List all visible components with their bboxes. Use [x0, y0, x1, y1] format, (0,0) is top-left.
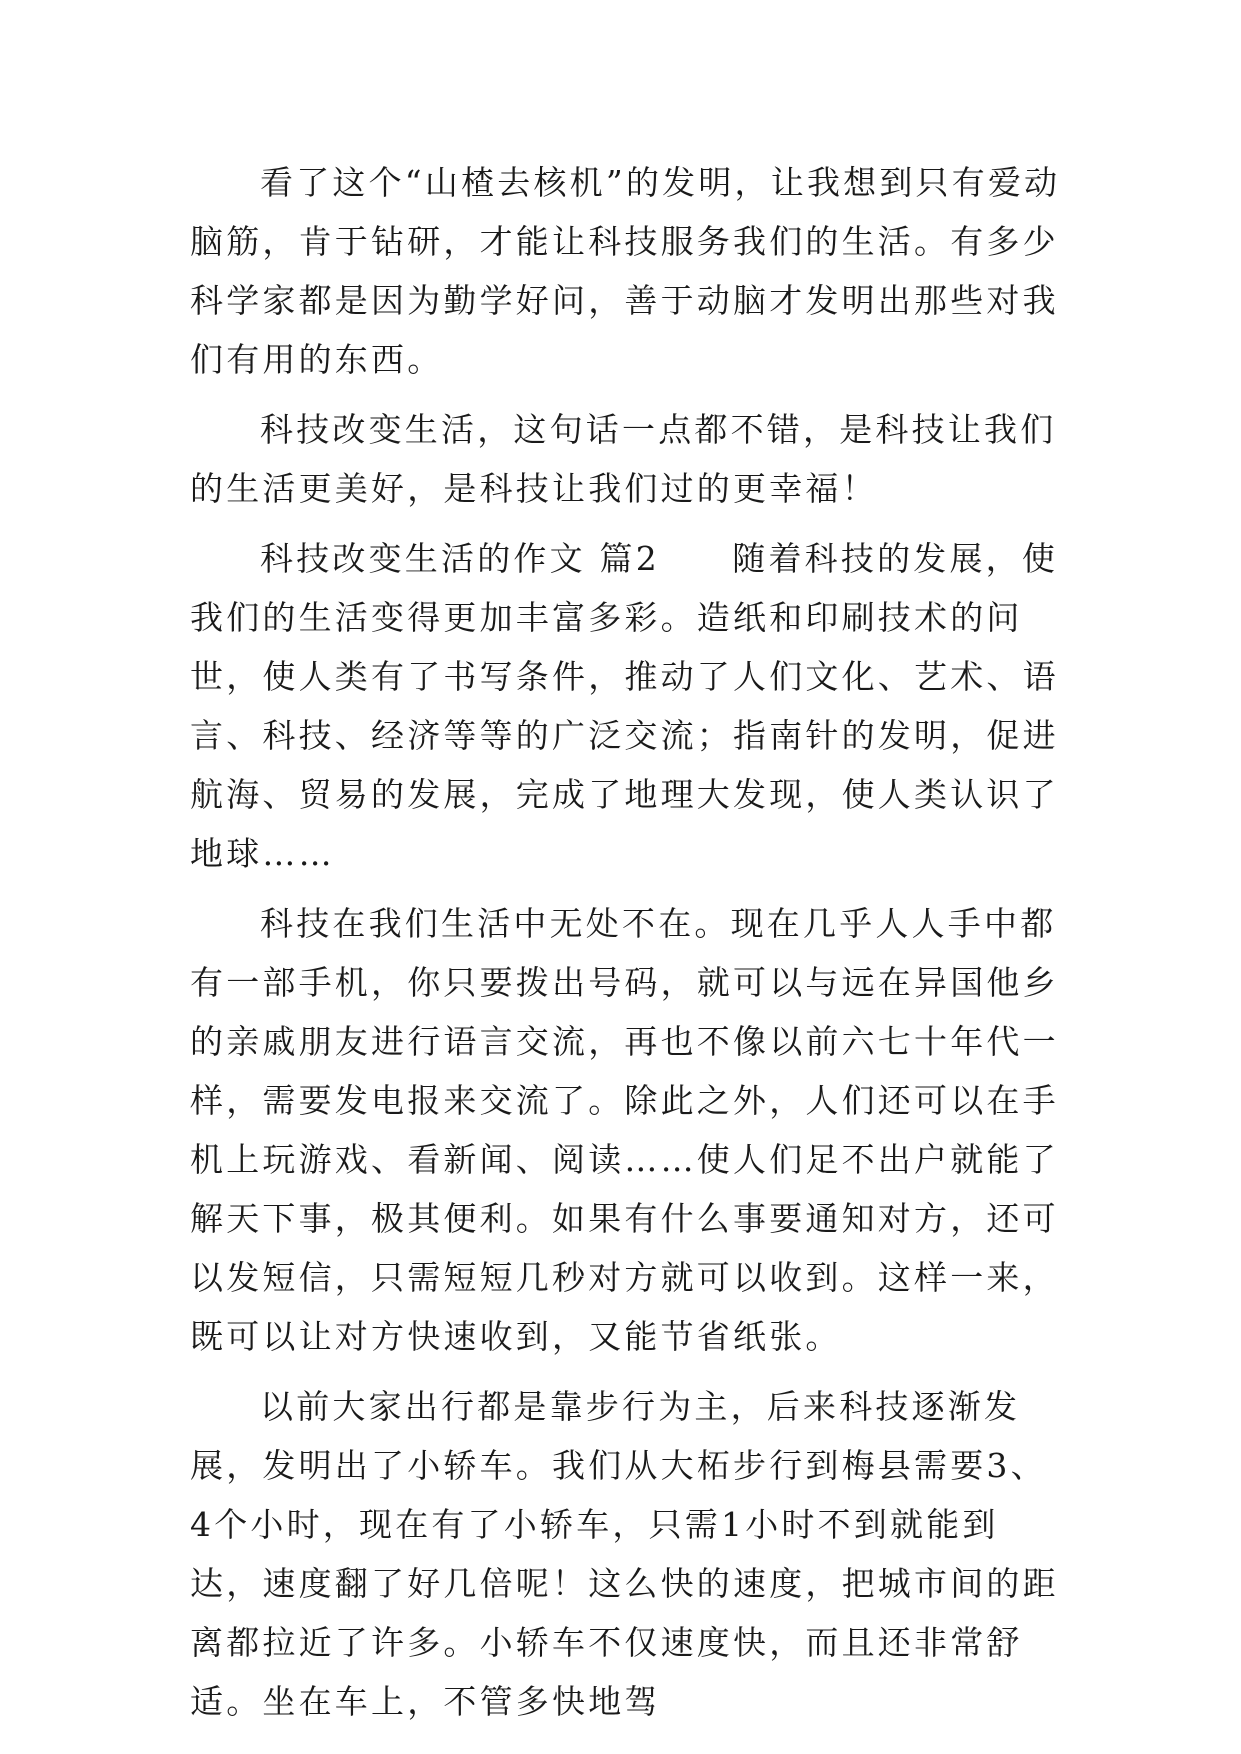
paragraph-2: 科技改变生活，这句话一点都不错，是科技让我们的生活更美好，是科技让我们过的更幸福！	[190, 410, 1057, 508]
paragraph-5: 以前大家出行都是靠步行为主，后来科技逐渐发展，发明出了小轿车。我们从大柘步行到梅县需要3、4个小时，现在有了小轿车，只需1小时不到就能到达，速度翻了好几倍呢！这么快的速度，把城市间的距离都拉近了许多。小轿车不仅速度快，而且还非常舒适。坐在车上，不管多快地驾	[190, 1387, 1059, 1721]
document-body	[190, 153, 1070, 1742]
paragraph-1: 看了这个“山楂去核机”的发明，让我想到只有爱动脑筋，肯于钻研，才能让科技服务我们的生活。有多少科学家都是因为勤学好问，善于动脑才发明出那些对我们有用的东西。	[190, 163, 1061, 379]
paragraph-3-essay-2-start: 科技改变生活的作文 篇2 随着科技的发展，使我们的生活变得更加丰富多彩。造纸和印刷技术的问世，使人类有了书写条件，推动了人们文化、艺术、语言、科技、经济等等的广泛交流；指南针的发明，促进航海、贸易的发展，完成了地理大发现，使人类认识了地球……	[190, 539, 1059, 873]
paragraph-4: 科技在我们生活中无处不在。现在几乎人人手中都有一部手机，你只要拨出号码，就可以与远在异国他乡的亲戚朋友进行语言交流，再也不像以前六七十年代一样，需要发电报来交流了。除此之外，人们还可以在手机上玩游戏、看新闻、阅读……使人们足不出户就能了解天下事，极其便利。如果有什么事要通知对方，还可以发短信，只需短短几秒对方就可以收到。这样一来，既可以让对方快速收到，又能节省纸张。	[190, 904, 1059, 1356]
